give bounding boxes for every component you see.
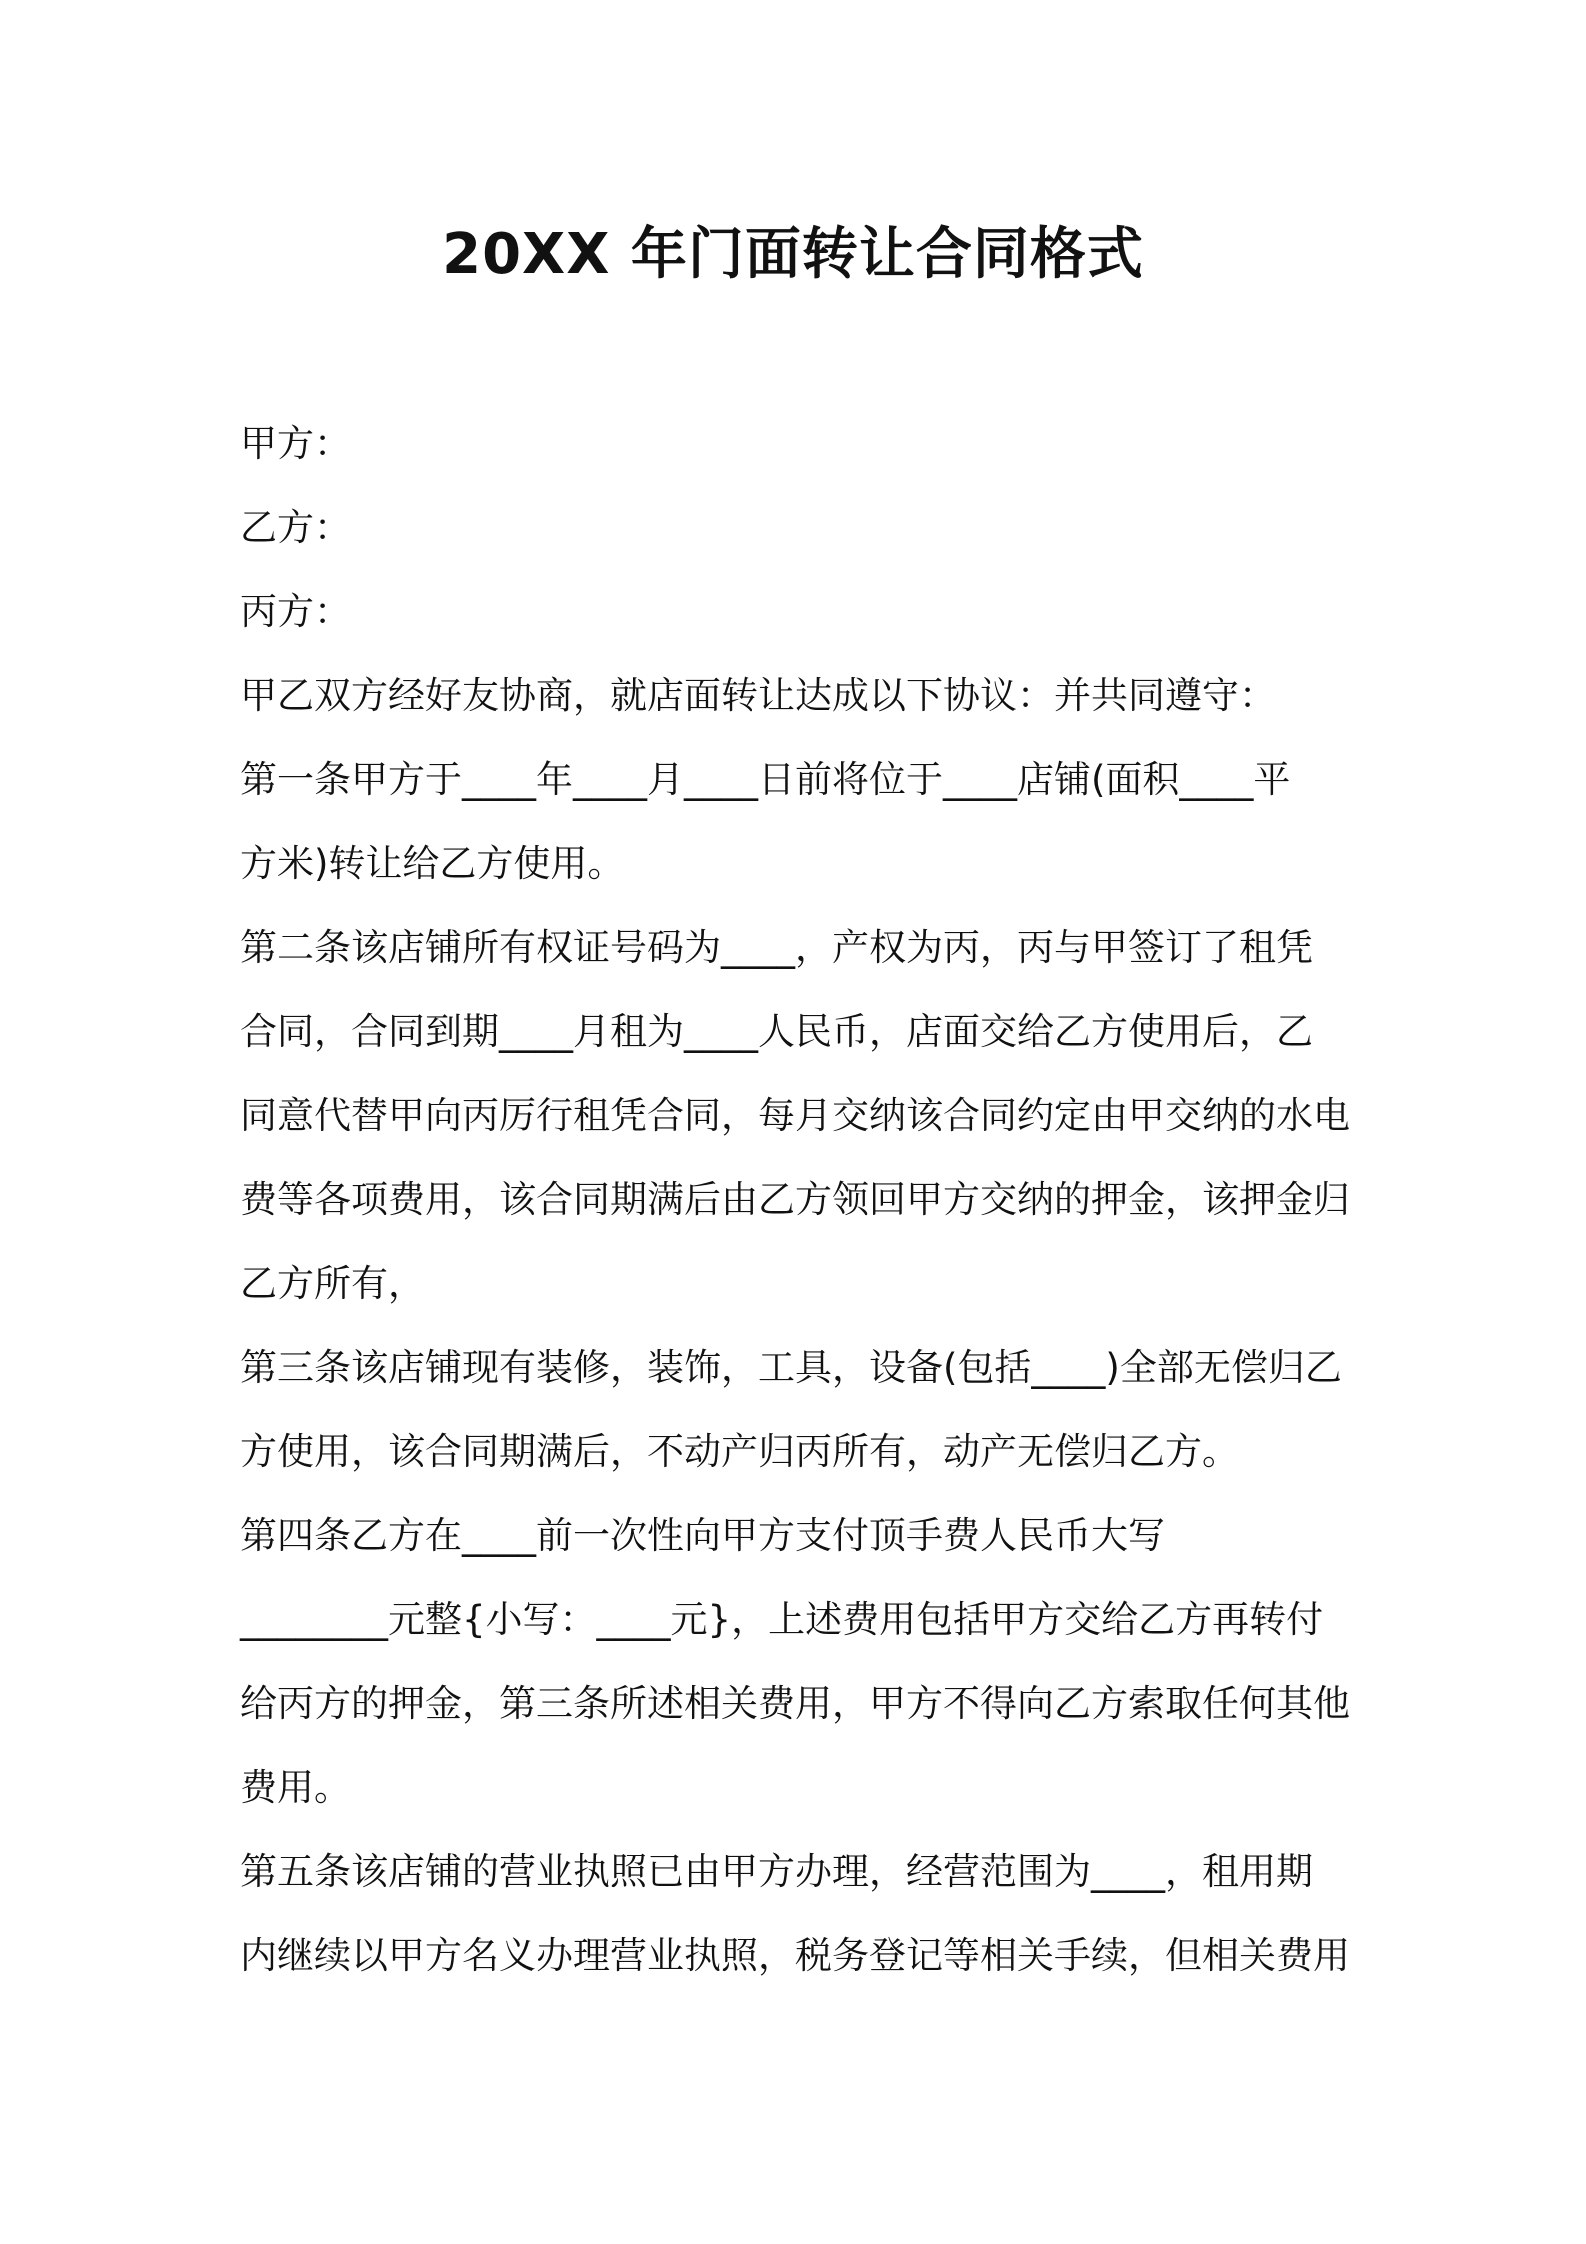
article-5-line-2: 内继续以甲方名义办理营业执照，税务登记等相关手续，但相关费用 — [240, 1934, 1350, 1977]
article-3-line-1: 第三条该店铺现有装修，装饰，工具，设备(包括____)全部无偿归乙 — [240, 1346, 1342, 1389]
article-2-line-4: 费等各项费用，该合同期满后由乙方领回甲方交纳的押金，该押金归 — [240, 1178, 1350, 1221]
article-4-line-2: ________元整{小写：____元}，上述费用包括甲方交给乙方再转付 — [240, 1598, 1324, 1641]
article-3-line-2: 方使用，该合同期满后，不动产归丙所有，动产无偿归乙方。 — [240, 1430, 1239, 1473]
preamble-line: 甲乙双方经好友协商，就店面转让达成以下协议：并共同遵守： — [240, 674, 1276, 717]
article-2-line-2: 合同，合同到期____月租为____人民币，店面交给乙方使用后，乙 — [240, 1010, 1313, 1053]
article-1-line-2: 方米)转让给乙方使用。 — [240, 842, 625, 885]
article-2-line-5: 乙方所有， — [240, 1262, 425, 1305]
party-b-line: 乙方： — [240, 506, 351, 549]
party-a-line: 甲方： — [240, 422, 351, 465]
article-2-line-1: 第二条该店铺所有权证号码为____，产权为丙，丙与甲签订了租凭 — [240, 926, 1313, 969]
article-4-line-3: 给丙方的押金，第三条所述相关费用，甲方不得向乙方索取任何其他 — [240, 1682, 1350, 1725]
document-body — [240, 402, 1355, 1998]
article-4-line-4: 费用。 — [240, 1766, 351, 1809]
article-4-line-1: 第四条乙方在____前一次性向甲方支付顶手费人民币大写 — [240, 1514, 1165, 1557]
article-1-line-1: 第一条甲方于____年____月____日前将位于____店铺(面积____平 — [240, 758, 1291, 801]
document-title: 20XX 年门面转让合同格式 — [442, 222, 1144, 287]
party-c-line: 丙方： — [240, 590, 351, 633]
article-2-line-3: 同意代替甲向丙厉行租凭合同，每月交纳该合同约定由甲交纳的水电 — [240, 1094, 1350, 1137]
article-5-line-1: 第五条该店铺的营业执照已由甲方办理，经营范围为____，租用期 — [240, 1850, 1313, 1893]
